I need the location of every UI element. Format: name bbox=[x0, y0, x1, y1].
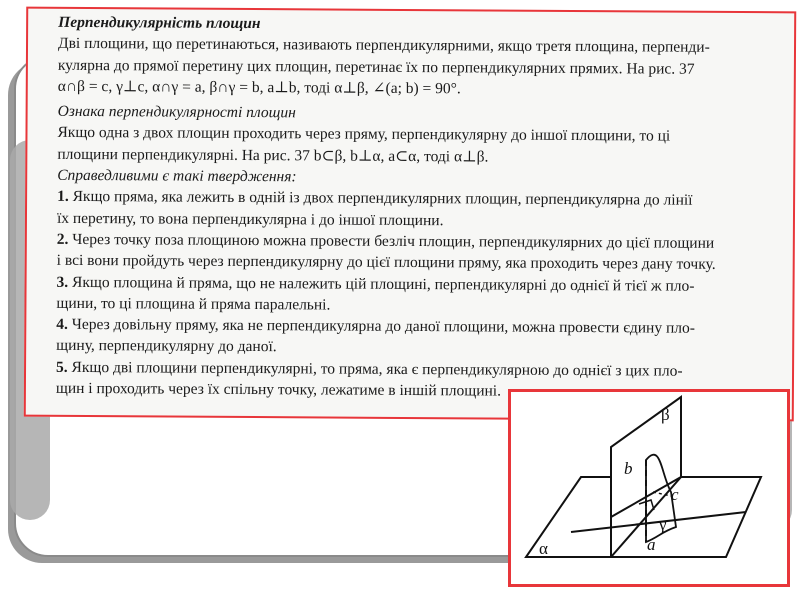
criterion-title: Ознака перпендикулярності площин bbox=[57, 103, 296, 122]
criterion-paragraph bbox=[57, 122, 783, 169]
label-gamma: γ bbox=[659, 515, 667, 534]
criterion-line: площини перпендикулярні. На рис. 37 b⊂β, b⊥α, a⊂α, тоді α⊥β. bbox=[57, 145, 489, 166]
figure-37-planes bbox=[508, 389, 790, 587]
statement-number: 3. bbox=[56, 273, 69, 291]
statement-line: Якщо площина й пряма, що не належить цій площині, перпендикулярні до однієї й тієї ж пло- bbox=[72, 273, 695, 295]
definition-line: α∩β = c, γ⊥c, α∩γ = a, β∩γ = b, a⊥b, тоді α⊥β, ∠(a; b) = 90°. bbox=[57, 77, 461, 98]
statement-item bbox=[57, 229, 783, 276]
statement-line: щину, перпендикулярну до даної. bbox=[56, 337, 277, 356]
statement-line: і всі вони пройдуть через перпендикулярну до цієї площини пряму, яка проходить через дану точку. bbox=[56, 252, 716, 274]
statement-item bbox=[56, 271, 782, 318]
statement-line: Якщо дві площини перпендикулярні, то пряма, яка є перпендикулярною до однієї з цих пло- bbox=[71, 358, 683, 380]
label-beta: β bbox=[661, 405, 670, 424]
statement-number: 5. bbox=[56, 358, 68, 376]
statement-item bbox=[57, 186, 783, 233]
definition-line: Дві площини, що перетинаються, називають перпендикулярними, якщо третя площина, перпенди- bbox=[57, 35, 710, 57]
statement-line: їх перетину, то вона перпендикулярна і до іншої площини. bbox=[56, 209, 444, 229]
definition-paragraph bbox=[58, 33, 784, 101]
label-a: a bbox=[647, 535, 656, 554]
statement-item bbox=[56, 314, 782, 361]
definition-line: кулярна до прямої перетину цих площин, перетинає їх по перпендикулярних прямих. На рис. 37 bbox=[57, 56, 695, 78]
criterion-line: Якщо одна з двох площин проходить через пряму, перпендикулярну до іншої площини, то ці bbox=[57, 124, 671, 146]
label-c: c bbox=[671, 485, 679, 504]
label-b: b bbox=[624, 459, 633, 478]
statement-line: щин і проходить через їх спільну точку, лежатиме в іншій площині. bbox=[55, 379, 502, 400]
statement-number: 2. bbox=[56, 230, 69, 248]
scanned-text-block bbox=[24, 7, 796, 422]
statement-line: Через довільну пряму, яка не перпендикулярна до даної площини, можна провести єдину пло- bbox=[71, 316, 695, 337]
statement-line: Через точку поза площиною можна провести безліч площин, перпендикулярних до цієї площини bbox=[72, 230, 715, 252]
label-alpha: α bbox=[539, 539, 548, 558]
statements-title: Справедливими є такі твердження: bbox=[57, 166, 297, 186]
section-title: Перпендикулярність площин bbox=[58, 13, 261, 33]
statement-number: 1. bbox=[57, 188, 69, 206]
statement-number: 4. bbox=[56, 315, 68, 334]
planes-diagram bbox=[511, 392, 787, 584]
statement-line: Якщо пряма, яка лежить в одній із двох перпендикулярних площин, перпендикулярна до лінії bbox=[72, 188, 693, 210]
statement-line: щини, то ці площина й пряма паралельні. bbox=[56, 294, 331, 314]
